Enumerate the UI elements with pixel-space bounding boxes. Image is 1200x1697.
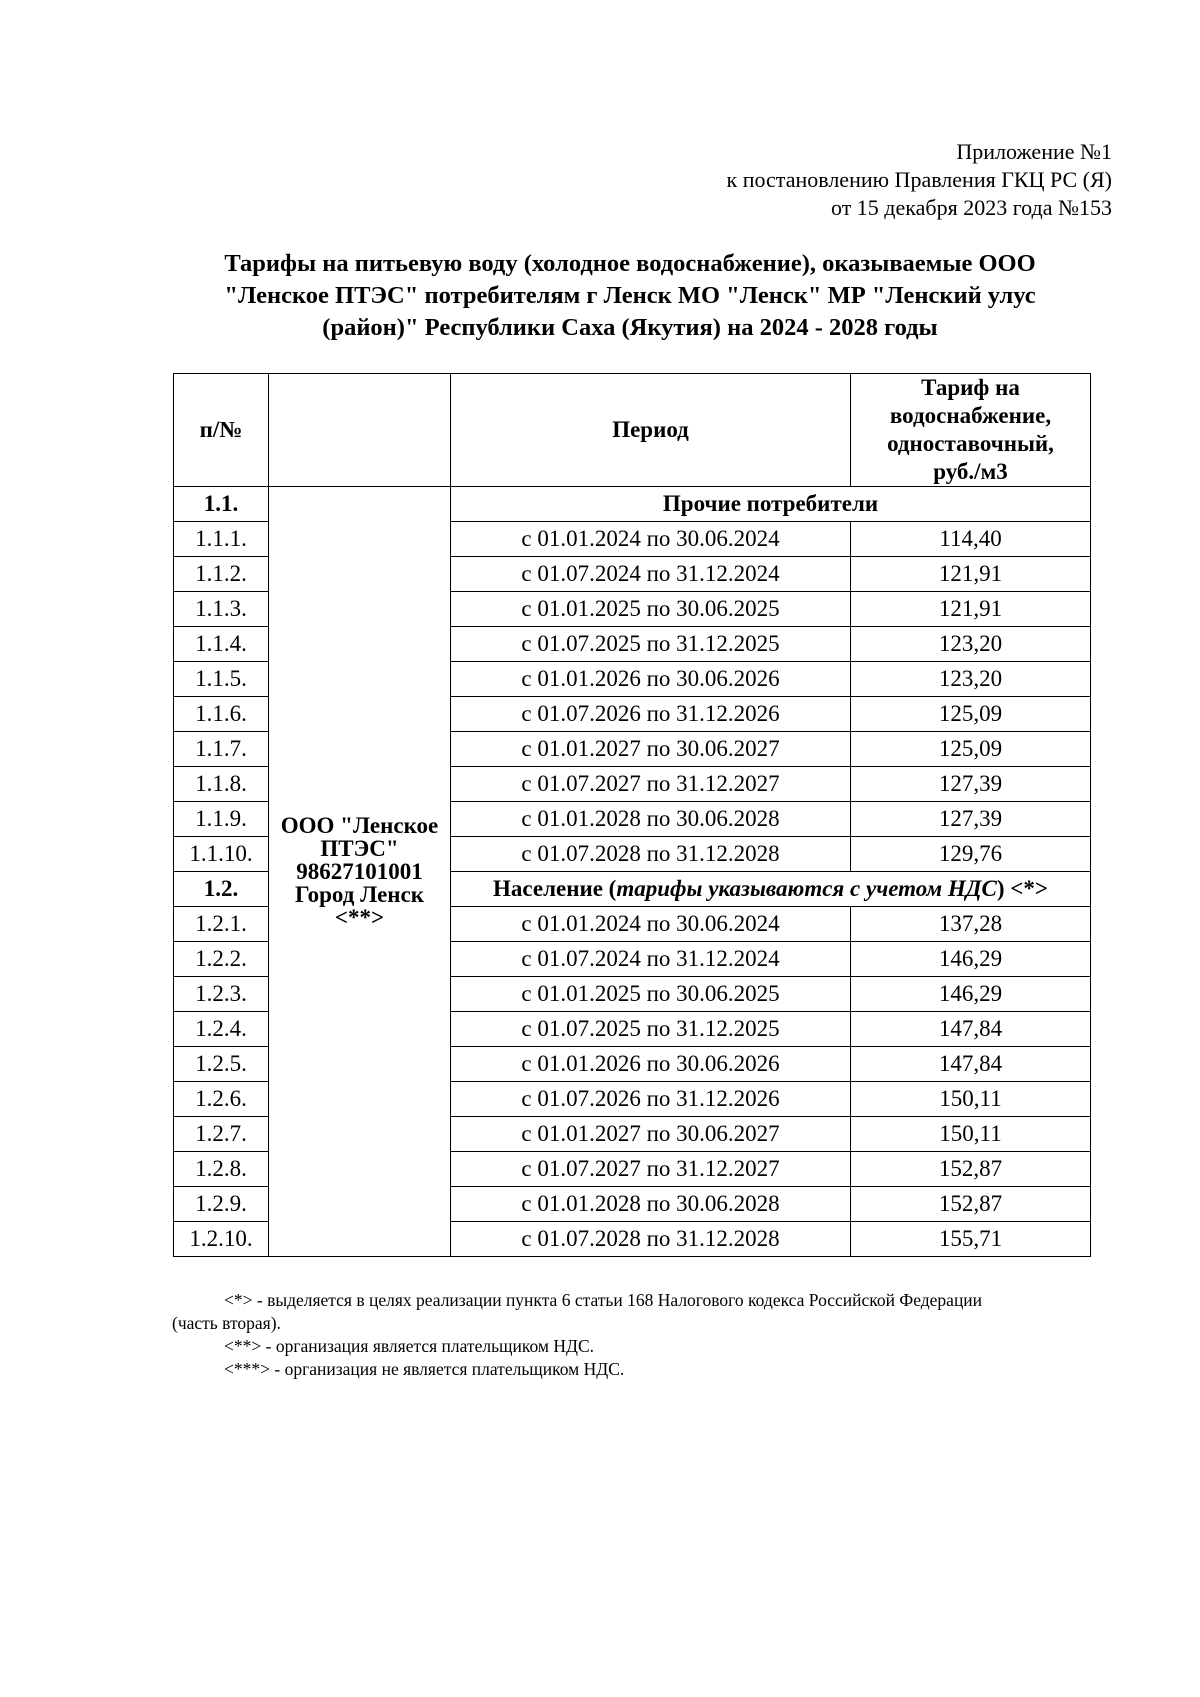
appendix-number: Приложение №1 [956,139,1112,164]
tariff-value: 125,09 [851,697,1091,732]
appendix-date: от 15 декабря 2023 года №153 [830,195,1112,220]
section-label: Прочие потребители [451,487,1091,522]
tariff-value: 125,09 [851,732,1091,767]
title-line: Тарифы на питьевую воду (холодное водоснабжение), оказываемые ООО [224,250,1036,277]
header-number: п/№ [174,374,269,487]
tariff-value: 146,29 [851,977,1091,1012]
tariff-value: 121,91 [851,557,1091,592]
table-header-row [174,374,1091,487]
row-number: 1.1.9. [174,802,269,837]
section-label-suffix: ) <*> [996,876,1048,901]
period-cell: с 01.07.2026 по 31.12.2026 [451,697,851,732]
tariff-value: 123,20 [851,627,1091,662]
row-number: 1.2.3. [174,977,269,1012]
tariff-value: 150,11 [851,1117,1091,1152]
section-label-prefix: Население ( [493,876,617,901]
tariff-value: 121,91 [851,592,1091,627]
footnote-vat-line1: <*> - выделяется в целях реализации пункта 6 статьи 168 Налогового кодекса Российской Федерации [224,1290,983,1310]
header-organization [269,374,451,487]
row-number: 1.1.3. [174,592,269,627]
title-line: "Ленское ПТЭС" потребителям г Ленск МО "Ленск" МР "Ленский улус [224,282,1036,309]
tariff-value: 152,87 [851,1152,1091,1187]
period-cell: с 01.01.2026 по 30.06.2026 [451,662,851,697]
appendix-header [727,138,1112,222]
period-cell: с 01.07.2025 по 31.12.2025 [451,627,851,662]
tariff-value: 152,87 [851,1187,1091,1222]
row-number: 1.1.1. [174,522,269,557]
tariff-value: 147,84 [851,1012,1091,1047]
organization-line: <**> [334,905,385,930]
tariff-value: 127,39 [851,802,1091,837]
tariff-value: 155,71 [851,1222,1091,1257]
period-cell: с 01.07.2025 по 31.12.2025 [451,1012,851,1047]
header-tariff-line: одноставочный, [887,431,1054,456]
period-cell: с 01.01.2028 по 30.06.2028 [451,802,851,837]
row-number: 1.2.8. [174,1152,269,1187]
footnote-not-vat-payer: <***> - организация не является плательщиком НДС. [224,1359,625,1379]
tariff-value: 146,29 [851,942,1091,977]
period-cell: с 01.07.2027 по 31.12.2027 [451,1152,851,1187]
row-number: 1.1.2. [174,557,269,592]
period-cell: с 01.07.2024 по 31.12.2024 [451,557,851,592]
section-label-italic: тарифы указываются с учетом НДС [616,876,997,901]
period-cell: с 01.07.2026 по 31.12.2026 [451,1082,851,1117]
row-number: 1.2.2. [174,942,269,977]
row-number: 1.1.8. [174,767,269,802]
footnote-vat-line2: (часть вторая). [172,1313,281,1333]
footnotes [172,1289,1120,1381]
tariff-value: 150,11 [851,1082,1091,1117]
period-cell: с 01.01.2025 по 30.06.2025 [451,977,851,1012]
period-cell: с 01.01.2027 по 30.06.2027 [451,1117,851,1152]
tariff-value: 147,84 [851,1047,1091,1082]
tariff-value: 129,76 [851,837,1091,872]
organization-cell [269,487,451,1257]
row-number: 1.2.10. [174,1222,269,1257]
header-period: Период [451,374,851,487]
tariff-value: 137,28 [851,907,1091,942]
row-number: 1.1.6. [174,697,269,732]
section-number: 1.2. [174,872,269,907]
tariff-value: 127,39 [851,767,1091,802]
header-tariff-line: руб./м3 [933,459,1008,484]
tariff-value: 114,40 [851,522,1091,557]
period-cell: с 01.07.2028 по 31.12.2028 [451,1222,851,1257]
organization-line: ООО "Ленское [280,813,439,838]
section-label [451,872,1091,907]
organization-line: 98627101001 [296,859,423,884]
appendix-resolution: к постановлению Правления ГКЦ РС (Я) [726,167,1112,192]
period-cell: с 01.01.2028 по 30.06.2028 [451,1187,851,1222]
row-number: 1.2.4. [174,1012,269,1047]
row-number: 1.2.5. [174,1047,269,1082]
title-line: (район)" Республики Саха (Якутия) на 2024 - 2028 годы [322,314,938,341]
row-number: 1.2.1. [174,907,269,942]
period-cell: с 01.01.2027 по 30.06.2027 [451,732,851,767]
row-number: 1.2.6. [174,1082,269,1117]
tariff-table [173,373,1091,1257]
period-cell: с 01.07.2024 по 31.12.2024 [451,942,851,977]
row-number: 1.2.7. [174,1117,269,1152]
footnote-vat-payer: <**> - организация является плательщиком НДС. [224,1336,594,1356]
tariff-value: 123,20 [851,662,1091,697]
organization-line: ПТЭС" [320,836,399,861]
section-row [174,487,1091,522]
row-number: 1.1.10. [174,837,269,872]
document-title [172,248,1088,344]
section-number: 1.1. [174,487,269,522]
header-tariff-line: водоснабжение, [889,403,1052,428]
row-number: 1.1.4. [174,627,269,662]
row-number: 1.1.5. [174,662,269,697]
organization-line: Город Ленск [294,882,425,907]
period-cell: с 01.07.2028 по 31.12.2028 [451,837,851,872]
row-number: 1.1.7. [174,732,269,767]
header-tariff-line: Тариф на [921,375,1020,400]
period-cell: с 01.01.2026 по 30.06.2026 [451,1047,851,1082]
period-cell: с 01.01.2025 по 30.06.2025 [451,592,851,627]
header-tariff [851,374,1091,487]
period-cell: с 01.01.2024 по 30.06.2024 [451,522,851,557]
period-cell: с 01.07.2027 по 31.12.2027 [451,767,851,802]
period-cell: с 01.01.2024 по 30.06.2024 [451,907,851,942]
row-number: 1.2.9. [174,1187,269,1222]
